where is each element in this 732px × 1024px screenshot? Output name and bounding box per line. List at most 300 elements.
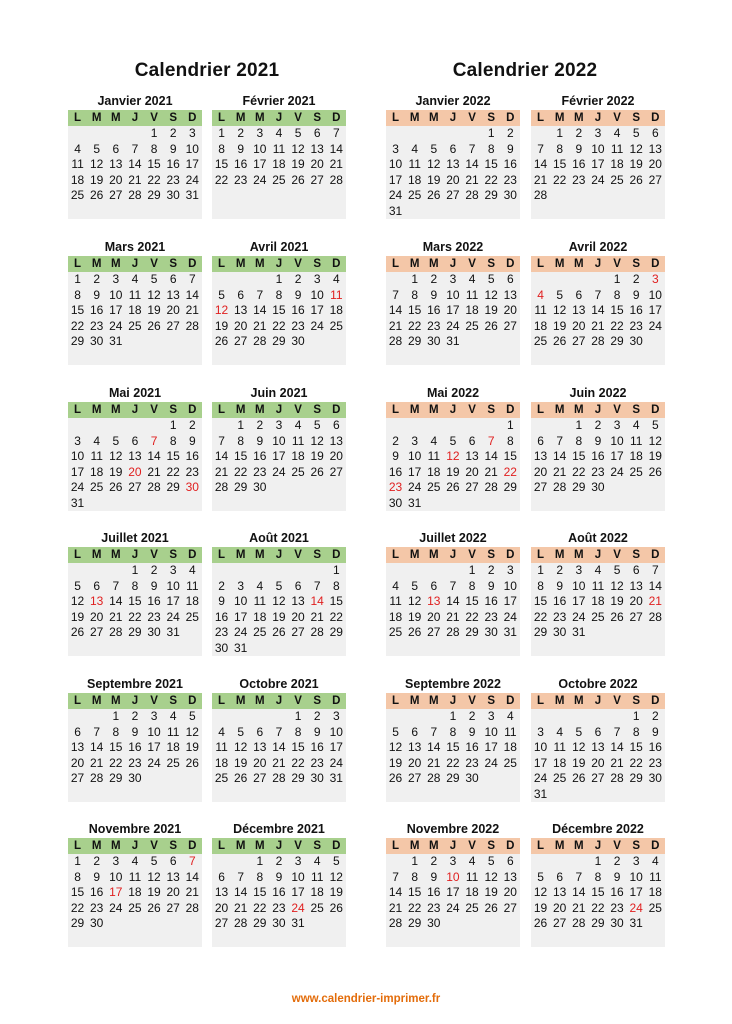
day-cell: 16 — [234, 157, 248, 171]
day-cell: 8 — [411, 869, 419, 884]
week-row — [212, 334, 346, 350]
day-cell: 27 — [533, 480, 548, 494]
day-cell: 13 — [591, 740, 605, 754]
day-cell: 20 — [465, 464, 479, 479]
day-cell: 9 — [575, 141, 583, 156]
weekday-label: J — [594, 258, 602, 270]
day-cell: 3 — [188, 126, 196, 140]
day-cell: 18 — [553, 755, 567, 770]
month-name: Juin 2022 — [569, 386, 627, 400]
day-cell: 2 — [131, 709, 139, 723]
empty-day-cell — [588, 272, 607, 288]
day-cell: 21 — [185, 303, 199, 317]
week-row — [531, 787, 665, 803]
day-cell: 10 — [310, 287, 324, 302]
day-cell: 27 — [253, 771, 267, 785]
weekday-header — [68, 256, 202, 272]
day-cell: 13 — [109, 157, 123, 171]
weekday-label: J — [594, 112, 602, 124]
day-cell: 10 — [446, 287, 460, 302]
week-row — [531, 319, 665, 335]
day-cell: 8 — [256, 869, 264, 884]
day-cell: 8 — [411, 287, 419, 302]
week-row — [212, 303, 346, 319]
day-cell: 25 — [128, 900, 142, 915]
weekday-label: D — [651, 549, 660, 561]
day-cell: 9 — [594, 433, 602, 448]
day-cell: 30 — [648, 771, 662, 785]
weekday-label: J — [131, 840, 139, 852]
weekday-label: L — [218, 840, 226, 852]
month-block — [68, 238, 202, 365]
day-cell: 10 — [253, 141, 267, 156]
day-cell: 9 — [150, 578, 158, 593]
day-cell: 20 — [591, 755, 605, 770]
month-block — [68, 820, 202, 947]
day-cell: 3 — [449, 854, 457, 868]
weekday-label: M — [574, 258, 584, 270]
day-cell: 12 — [90, 157, 104, 171]
weekday-header — [386, 693, 520, 709]
day-cell: 19 — [446, 464, 460, 479]
week-row — [68, 188, 202, 204]
days-area — [212, 854, 346, 947]
weekday-label: V — [294, 549, 302, 561]
week-row — [531, 885, 665, 901]
weekday-label: L — [218, 695, 226, 707]
day-cell: 30 — [147, 625, 161, 639]
day-cell: 13 — [166, 287, 180, 302]
day-cell: 15 — [128, 594, 142, 608]
day-cell: 5 — [575, 724, 583, 739]
day-cell: 25 — [503, 755, 517, 770]
day-cell: 3 — [392, 141, 399, 156]
empty-day-cell — [443, 126, 462, 142]
empty-day-cell — [250, 709, 269, 725]
footer-website-link[interactable]: www.calendrier-imprimer.fr — [291, 993, 441, 1005]
day-cell: 22 — [128, 609, 142, 624]
day-cell: 4 — [93, 433, 101, 448]
day-cell: 25 — [465, 318, 479, 333]
weekday-label: S — [313, 840, 322, 852]
week-row — [68, 854, 202, 870]
day-cell: 5 — [313, 418, 321, 432]
week-row — [212, 319, 346, 335]
day-cell: 31 — [291, 916, 305, 930]
day-cell: 3 — [613, 418, 621, 432]
week-row — [386, 870, 520, 886]
day-cell: 28 — [185, 318, 199, 333]
day-cell: 14 — [90, 740, 104, 754]
week-row — [68, 579, 202, 595]
empty-day-cell — [327, 641, 346, 657]
weekday-label: J — [275, 404, 283, 416]
weekday-label: L — [74, 695, 82, 707]
day-cell: 17 — [446, 885, 460, 899]
day-cell: 1 — [594, 854, 602, 868]
day-cell: 7 — [93, 724, 101, 739]
month-name: Juillet 2021 — [101, 531, 169, 545]
holiday-day-cell: 7 — [487, 433, 495, 448]
week-row — [68, 434, 202, 450]
day-cell: 23 — [553, 609, 567, 624]
day-cell: 22 — [484, 172, 498, 187]
day-cell: 26 — [629, 172, 643, 187]
weekday-header — [531, 256, 665, 272]
day-cell: 3 — [506, 563, 514, 577]
day-cell: 26 — [484, 900, 498, 915]
empty-day-cell — [327, 916, 346, 932]
day-cell: 7 — [594, 287, 602, 302]
day-cell: 24 — [484, 755, 498, 770]
day-cell: 25 — [70, 188, 85, 202]
day-cell: 15 — [465, 594, 479, 608]
weekday-label: L — [392, 840, 400, 852]
day-cell: 31 — [572, 625, 586, 639]
day-cell: 10 — [272, 433, 286, 448]
day-cell: 29 — [465, 625, 479, 639]
week-row — [531, 870, 665, 886]
day-cell: 1 — [169, 418, 177, 432]
week-row — [68, 901, 202, 917]
empty-day-cell — [106, 126, 125, 142]
day-cell: 23 — [310, 755, 324, 770]
day-cell: 10 — [484, 724, 498, 739]
day-cell: 7 — [468, 141, 476, 156]
day-cell: 24 — [503, 609, 517, 624]
day-cell: 20 — [166, 885, 180, 899]
day-cell: 22 — [147, 172, 161, 187]
weekday-label: M — [235, 695, 246, 707]
weekday-label: L — [218, 404, 226, 416]
day-cell: 27 — [648, 172, 662, 187]
week-row — [68, 334, 202, 350]
week-row — [386, 173, 520, 189]
day-cell: 11 — [465, 869, 479, 884]
day-cell: 16 — [610, 885, 624, 899]
empty-day-cell — [463, 126, 482, 142]
weekday-header — [212, 838, 346, 854]
week-row — [386, 418, 520, 434]
empty-day-cell — [550, 188, 569, 204]
day-cell: 26 — [147, 318, 161, 333]
week-row — [68, 709, 202, 725]
empty-day-cell — [269, 563, 288, 579]
day-cell: 4 — [131, 854, 139, 868]
day-cell: 16 — [291, 303, 305, 317]
day-cell: 26 — [446, 480, 460, 494]
day-cell: 17 — [408, 464, 422, 479]
weekday-header — [386, 547, 520, 563]
day-cell: 8 — [537, 578, 544, 593]
holiday-day-cell: 24 — [629, 900, 643, 915]
day-cell: 14 — [427, 740, 441, 754]
empty-day-cell — [608, 709, 627, 725]
day-cell: 30 — [128, 771, 142, 785]
weekday-label: D — [506, 840, 515, 852]
day-cell: 21 — [329, 157, 343, 171]
day-cell: 11 — [291, 433, 305, 448]
day-cell: 31 — [234, 640, 248, 655]
weekday-label: M — [111, 695, 121, 707]
day-cell: 7 — [332, 126, 340, 140]
day-cell: 16 — [427, 885, 441, 899]
week-row — [212, 854, 346, 870]
day-cell: 12 — [648, 433, 662, 448]
day-cell: 30 — [591, 480, 605, 494]
day-cell: 1 — [294, 709, 302, 723]
day-cell: 23 — [90, 318, 104, 333]
week-row — [386, 579, 520, 595]
week-row — [531, 272, 665, 288]
weekday-label: M — [554, 840, 565, 852]
day-cell: 4 — [131, 272, 139, 286]
weekday-label: D — [188, 112, 197, 124]
month-block — [386, 675, 520, 802]
day-cell: 12 — [272, 594, 286, 608]
day-cell: 29 — [147, 188, 161, 202]
weekday-header — [531, 402, 665, 418]
day-cell: 24 — [446, 900, 460, 915]
day-cell: 4 — [275, 126, 283, 140]
weekday-label: S — [313, 112, 322, 124]
day-cell: 18 — [388, 609, 403, 624]
week-row — [212, 641, 346, 657]
week-row — [212, 916, 346, 932]
week-row — [386, 449, 520, 465]
day-cell: 25 — [166, 755, 180, 770]
day-cell: 19 — [310, 449, 324, 463]
day-cell: 18 — [629, 449, 643, 463]
day-cell: 27 — [90, 625, 104, 639]
week-row — [68, 449, 202, 465]
weekday-label: M — [574, 404, 584, 416]
week-row — [531, 334, 665, 350]
day-cell: 4 — [632, 418, 640, 432]
empty-day-cell — [269, 709, 288, 725]
day-cell: 10 — [291, 869, 305, 884]
week-row — [386, 288, 520, 304]
day-cell: 17 — [166, 594, 180, 608]
days-area — [68, 126, 202, 219]
day-cell: 6 — [556, 869, 564, 884]
day-cell: 31 — [533, 786, 548, 801]
day-cell: 24 — [253, 172, 267, 187]
weekday-header — [68, 110, 202, 126]
day-cell: 29 — [253, 916, 267, 930]
day-cell: 9 — [93, 287, 101, 302]
empty-day-cell — [125, 916, 144, 932]
empty-day-cell — [164, 916, 183, 932]
day-cell: 18 — [291, 449, 305, 463]
week-row — [531, 288, 665, 304]
weekday-label: D — [651, 840, 660, 852]
month-block — [386, 384, 520, 511]
week-row — [531, 142, 665, 158]
day-cell: 14 — [109, 594, 123, 608]
day-cell: 12 — [234, 740, 248, 754]
empty-day-cell — [531, 126, 550, 142]
day-cell: 29 — [408, 916, 422, 930]
days-area — [531, 418, 665, 511]
weekday-label: J — [449, 840, 457, 852]
weekday-label: L — [392, 549, 400, 561]
day-cell: 15 — [291, 740, 305, 754]
day-cell: 14 — [388, 885, 403, 899]
empty-day-cell — [550, 709, 569, 725]
empty-day-cell — [145, 334, 164, 350]
day-cell: 9 — [131, 724, 139, 739]
day-cell: 20 — [408, 755, 422, 770]
day-cell: 17 — [234, 609, 248, 624]
day-cell: 8 — [613, 287, 621, 302]
month-name: Août 2021 — [249, 531, 309, 545]
day-cell: 9 — [651, 724, 659, 739]
holiday-day-cell: 21 — [648, 594, 662, 608]
month-name: Mars 2022 — [422, 240, 484, 254]
day-cell: 14 — [610, 740, 624, 754]
day-cell: 2 — [218, 578, 225, 593]
day-cell: 4 — [294, 418, 302, 432]
day-cell: 23 — [272, 900, 286, 915]
year-title-2022: Calendrier 2022 — [452, 60, 598, 81]
day-cell: 31 — [388, 203, 403, 218]
day-cell: 14 — [484, 449, 498, 463]
week-row — [212, 465, 346, 481]
weekday-label: S — [313, 404, 322, 416]
week-row — [531, 465, 665, 481]
empty-day-cell — [212, 418, 231, 434]
weekday-label: M — [554, 404, 565, 416]
weekday-label: J — [275, 258, 283, 270]
day-cell: 6 — [537, 433, 544, 448]
week-row — [531, 594, 665, 610]
day-cell: 25 — [465, 900, 479, 915]
day-cell: 31 — [185, 188, 199, 202]
day-cell: 13 — [128, 449, 142, 463]
weekday-label: S — [632, 695, 641, 707]
week-row — [68, 319, 202, 335]
day-cell: 15 — [572, 449, 586, 463]
day-cell: 18 — [465, 885, 479, 899]
month-name: Juin 2021 — [250, 386, 308, 400]
week-row — [531, 756, 665, 772]
day-cell: 21 — [90, 755, 104, 770]
day-cell: 26 — [272, 625, 286, 639]
empty-day-cell — [231, 563, 250, 579]
month-name: Novembre 2022 — [406, 822, 500, 836]
weekday-label: D — [506, 695, 515, 707]
weekday-label: L — [537, 695, 545, 707]
empty-day-cell — [531, 854, 550, 870]
day-cell: 6 — [313, 126, 321, 140]
day-cell: 4 — [430, 433, 438, 448]
day-cell: 21 — [427, 755, 441, 770]
empty-day-cell — [231, 272, 250, 288]
day-cell: 31 — [166, 625, 180, 639]
weekday-label: M — [235, 258, 246, 270]
day-cell: 6 — [112, 141, 120, 156]
day-cell: 13 — [253, 740, 267, 754]
day-cell: 1 — [332, 563, 340, 577]
weekday-label: M — [409, 549, 420, 561]
weekday-header — [68, 838, 202, 854]
empty-day-cell — [443, 563, 462, 579]
weekday-label: M — [91, 549, 102, 561]
weekday-label: J — [594, 404, 602, 416]
day-cell: 18 — [128, 885, 142, 899]
weekday-label: M — [111, 840, 121, 852]
month-name: Février 2022 — [561, 94, 635, 108]
week-row — [386, 756, 520, 772]
empty-day-cell — [463, 418, 482, 434]
week-row — [68, 465, 202, 481]
day-cell: 14 — [648, 578, 662, 593]
day-cell: 26 — [610, 609, 624, 624]
weekday-label: D — [651, 258, 660, 270]
day-cell: 5 — [218, 287, 225, 302]
day-cell: 16 — [310, 740, 324, 754]
weekday-label: J — [594, 840, 602, 852]
week-row — [68, 725, 202, 741]
week-row — [68, 157, 202, 173]
day-cell: 2 — [392, 433, 399, 448]
day-cell: 28 — [388, 916, 403, 930]
day-cell: 21 — [147, 464, 161, 479]
weekday-label: M — [111, 258, 121, 270]
week-row — [212, 901, 346, 917]
week-row — [531, 157, 665, 173]
day-cell: 14 — [128, 157, 142, 171]
week-row — [386, 625, 520, 641]
day-cell: 22 — [572, 464, 586, 479]
week-row — [68, 594, 202, 610]
day-cell: 29 — [70, 334, 85, 348]
day-cell: 12 — [484, 869, 498, 884]
week-row — [531, 303, 665, 319]
empty-day-cell — [405, 563, 424, 579]
empty-day-cell — [424, 126, 443, 142]
day-cell: 19 — [553, 318, 567, 333]
day-cell: 18 — [70, 172, 85, 187]
day-cell: 3 — [575, 563, 583, 577]
day-cell: 8 — [169, 433, 177, 448]
week-row — [531, 725, 665, 741]
day-cell: 28 — [234, 916, 248, 930]
weekday-label: M — [554, 112, 565, 124]
weekday-label: S — [313, 549, 322, 561]
day-cell: 29 — [533, 625, 548, 639]
day-cell: 21 — [234, 900, 248, 915]
day-cell: 19 — [427, 172, 441, 187]
month-block — [531, 238, 665, 365]
day-cell: 23 — [234, 172, 248, 187]
day-cell: 26 — [109, 480, 123, 494]
empty-day-cell — [308, 641, 327, 657]
day-cell: 26 — [214, 334, 229, 348]
day-cell: 2 — [169, 126, 177, 140]
week-row — [386, 126, 520, 142]
day-cell: 21 — [128, 172, 142, 187]
weekday-label: L — [537, 549, 545, 561]
empty-day-cell — [588, 709, 607, 725]
week-row — [386, 465, 520, 481]
day-cell: 20 — [310, 157, 324, 171]
day-cell: 29 — [234, 480, 248, 494]
empty-day-cell — [183, 916, 202, 932]
month-block — [212, 529, 346, 656]
empty-day-cell — [308, 916, 327, 932]
